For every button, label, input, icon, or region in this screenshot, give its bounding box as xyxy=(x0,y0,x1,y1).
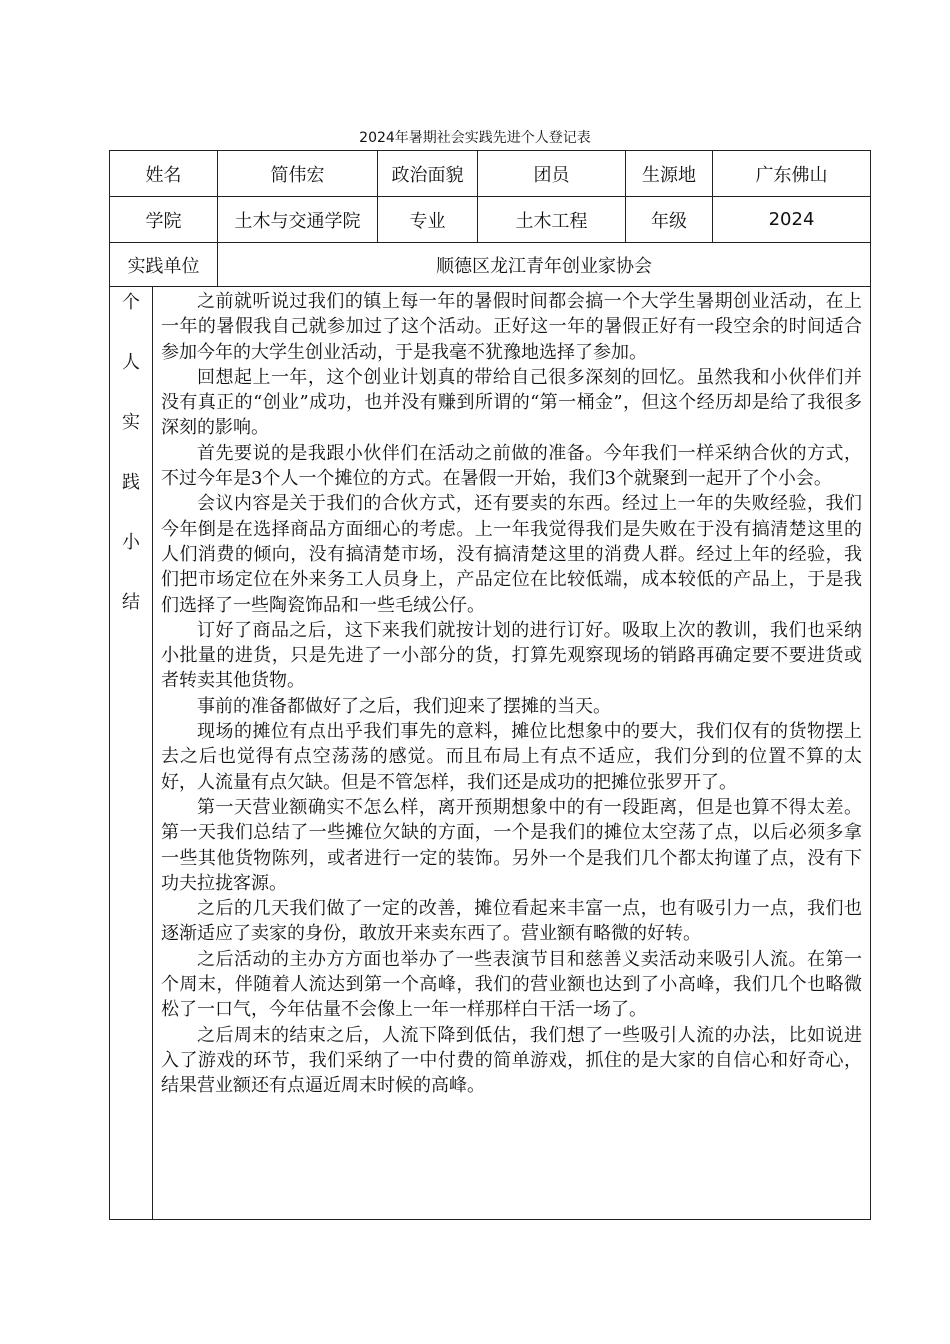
name-label: 姓名 xyxy=(110,151,218,197)
politics-label: 政治面貌 xyxy=(378,151,478,197)
side-label-char: 人 xyxy=(122,352,140,373)
form-title: 2024年暑期社会实践先进个人登记表 xyxy=(359,130,591,146)
summary-paragraph: 事前的准备都做好了之后，我们迎来了摆摊的当天。 xyxy=(197,695,611,717)
summary-paragraph: 会议内容是关于我们的合伙方式，还有要卖的东西。经过上一年的失败经验，我们今年倒是在选择商品方面细心的考虑。上一年我觉得我们是失败在于没有搞清楚这里的人们消费的倾向，没有搞清楚市场，没有搞清楚这里的消费人群。经过上年的经验，我们把市场定位在外来务工人员身上，产品定位在比较低端，成本较低的产品上，于是我们选择了一些陶瓷饰品和一些毛绒公仔。 xyxy=(161,493,862,616)
side-label-char: 实 xyxy=(122,412,140,433)
unit-value: 顺德区龙江青年创业家协会 xyxy=(218,243,871,287)
summary-paragraph: 第一天营业额确实不怎么样，离开预期想象中的有一段距离，但是也算不得太差。第一天我们总结了一些摊位欠缺的方面，一个是我们的摊位太空荡了点，以后必须多拿一些其他货物陈列，或者进行一定的装饰。另外一个是我们几个都太拘谨了点，没有下功夫拉拢客源。 xyxy=(161,796,862,894)
side-label-char: 践 xyxy=(122,472,140,493)
politics-value: 团员 xyxy=(478,151,626,197)
side-label-char: 小 xyxy=(122,532,140,553)
side-label-char: 个 xyxy=(122,292,140,313)
summary-paragraph: 之后周末的结束之后，人流下降到低估，我们想了一些吸引人流的办法，比如说进入了游戏的环节，我们采纳了一中付费的简单游戏，抓住的是大家的自信心和好奇心，结果营业额还有点逼近周末时候的高峰。 xyxy=(161,1024,862,1097)
table-row xyxy=(110,287,871,1220)
table-row xyxy=(110,197,871,243)
origin-label: 生源地 xyxy=(626,151,713,197)
unit-label: 实践单位 xyxy=(110,243,218,287)
summary-paragraph: 现场的摊位有点出乎我们事先的意料，摊位比想象中的要大，我们仅有的货物摆上去之后也觉得有点空荡荡的感觉。而且布局上有点不适应，我们分到的位置不算的太好，人流量有点欠缺。但是不管怎样，我们还是成功的把摊位张罗开了。 xyxy=(161,721,862,793)
name-value: 简伟宏 xyxy=(218,151,378,197)
summary-paragraph: 之前就听说过我们的镇上每一年的暑假时间都会搞一个大学生暑期创业活动，在上一年的暑假我自己就参加过了这个活动。正好这一年的暑假正好有一段空余的时间适合参加今年的大学生创业活动，于是我毫不犹豫地选择了参加。 xyxy=(161,291,862,363)
major-value: 土木工程 xyxy=(478,197,626,243)
summary-body xyxy=(153,287,871,1220)
grade-label: 年级 xyxy=(626,197,713,243)
summary-side-label xyxy=(110,287,153,1220)
registration-table xyxy=(109,150,871,1220)
summary-paragraph: 回想起上一年，这个创业计划真的带给自己很多深刻的回忆。虽然我和小伙伴们并没有真正的“创业”成功，也并没有赚到所谓的“第一桶金”，但这个经历却是给了我很多深刻的影响。 xyxy=(161,366,862,439)
summary-paragraph: 首先要说的是我跟小伙伴们在活动之前做的准备。今年我们一样采纳合伙的方式，不过今年是3个人一个摊位的方式。在暑假一开始，我们3个就聚到一起开了个小会。 xyxy=(161,442,862,490)
origin-value: 广东佛山 xyxy=(713,151,871,197)
table-row xyxy=(110,243,871,287)
grade-value: 2024 xyxy=(713,197,871,243)
summary-paragraph: 之后的几天我们做了一定的改善，摊位看起来丰富一点，也有吸引力一点，我们也逐渐适应了卖家的身份，敢放开来卖东西了。营业额有略微的好转。 xyxy=(161,898,862,945)
college-label: 学院 xyxy=(110,197,218,243)
major-label: 专业 xyxy=(378,197,478,243)
summary-paragraph: 之后活动的主办方方面也举办了一些表演节目和慈善义卖活动来吸引人流。在第一个周末，伴随着人流达到第一个高峰，我们的营业额也达到了小高峰，我们几个也略微松了一口气，今年估量不会像上一年一样那样白干活一场了。 xyxy=(161,948,862,1021)
side-label-char: 结 xyxy=(122,592,140,613)
table-row xyxy=(110,151,871,197)
college-value: 土木与交通学院 xyxy=(218,197,378,243)
summary-paragraph: 订好了商品之后，这下来我们就按计划的进行订好。吸取上次的教训，我们也采纳小批量的进货，只是先进了一小部分的货，打算先观察现场的销路再确定要不要进货或者转卖其他货物。 xyxy=(161,619,862,692)
